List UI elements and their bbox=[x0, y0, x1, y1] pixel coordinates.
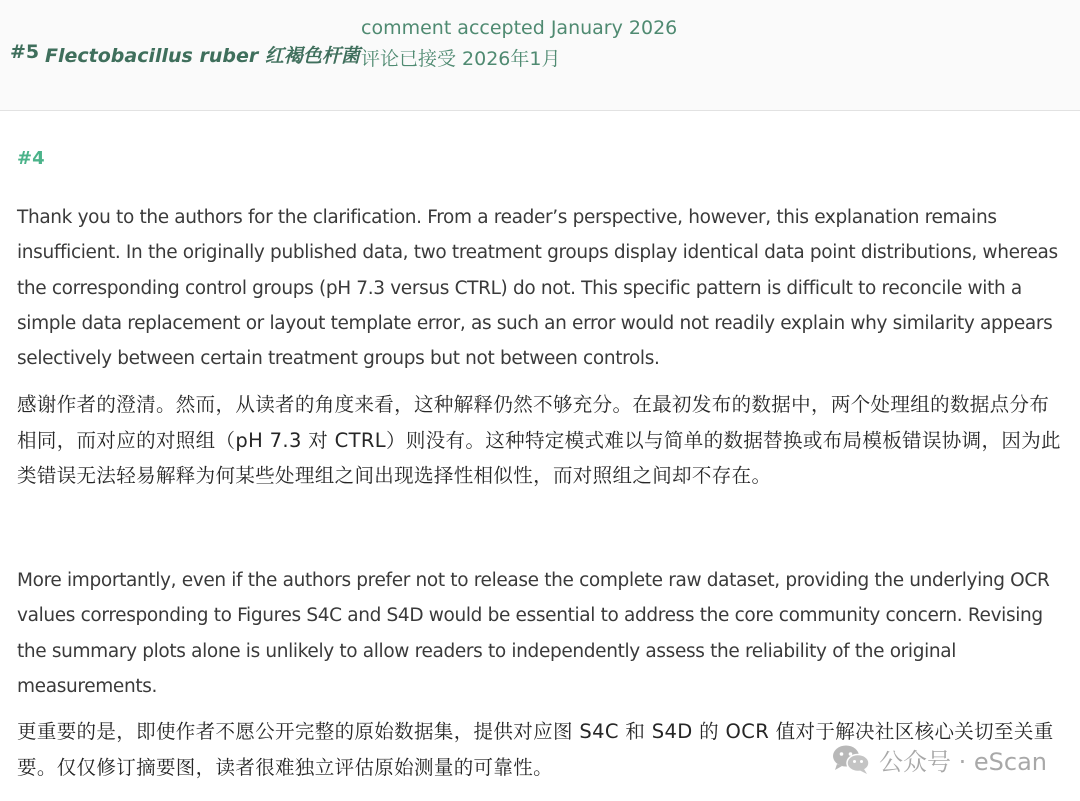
paragraph-chinese-2: 更重要的是，即使作者不愿公开完整的原始数据集，提供对应图 S4C 和 S4D 的 OCR 值对于解决社区核心关切至关重要。仅仅修订摘要图，读者很难独立评估原始测量的可靠性。 bbox=[17, 720, 1054, 779]
paragraph-english-1: Thank you to the authors for the clarification. From a reader’s perspective, however, this explanation remains insufficient. In the originally published data, two treatment groups display identical data point distributions, whereas the corresponding control groups (pH 7.3 versus CTRL) do not. This specific pattern is difficult to reconcile with a simple data replacement or layout template error, as such an error would not readily explain why similarity appears selectively between certain treatment groups but not between controls. bbox=[17, 207, 1058, 370]
comment-status bbox=[361, 13, 677, 75]
comment-header bbox=[0, 0, 1080, 111]
watermark-text: 公众号 · eScan bbox=[879, 747, 1047, 776]
section-number: #4 bbox=[17, 148, 45, 169]
watermark bbox=[831, 741, 1047, 777]
status-english: comment accepted January 2026 bbox=[361, 17, 678, 39]
species-name: Flectobacillus ruber 红褐色杆菌 bbox=[45, 45, 360, 67]
paragraph-english-2: More importantly, even if the authors prefer not to release the complete raw dataset, providing the underlying OCR values corresponding to Figures S4C and S4D would be essential to address the core community concern. Revising the summary plots alone is unlikely to allow readers to independently assess the reliability of the original measurements. bbox=[17, 570, 1050, 697]
status-chinese: 评论已接受 2026年1月 bbox=[361, 48, 561, 70]
paragraph-chinese-1: 感谢作者的澄清。然而，从读者的角度来看，这种解释仍然不够充分。在最初发布的数据中，两个处理组的数据点分布相同，而对应的对照组（pH 7.3 对 CTRL）则没有。这种特定模式难以与简单的数据替换或布局模板错误协调，因为此类错误无法轻易解释为何某些处理组之间出现选择性相似性，而对照组之间却不存在。 bbox=[17, 393, 1061, 487]
comment-number: #5 bbox=[10, 41, 40, 63]
wechat-icon bbox=[831, 743, 871, 775]
